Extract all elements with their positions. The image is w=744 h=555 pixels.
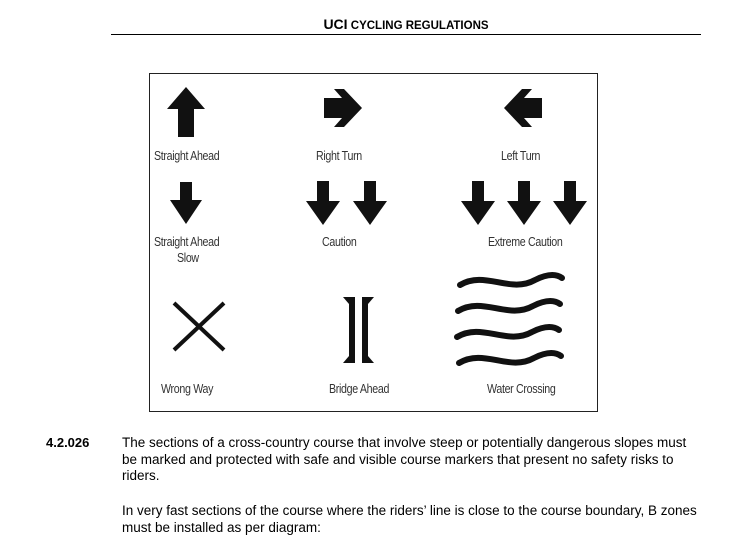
sign-label-wrong-way: Wrong Way	[161, 381, 214, 396]
header-rule	[111, 34, 701, 35]
page-header	[111, 16, 701, 34]
arrow-down-icon	[170, 182, 202, 224]
sign-label-left-turn: Left Turn	[501, 148, 541, 163]
triple-arrow-down-icon	[461, 181, 587, 225]
sign-label-caution: Caution	[322, 234, 357, 249]
sign-label-extreme-caution: Extreme Caution	[488, 234, 563, 249]
sign-label-straight-ahead-slow-line1: Straight Ahead	[154, 234, 220, 249]
double-arrow-down-icon	[306, 181, 387, 225]
sign-label-straight-ahead: Straight Ahead	[154, 148, 220, 163]
header-title-prefix: UCI	[323, 16, 348, 32]
waves-icon	[457, 275, 562, 363]
arrow-up-icon	[167, 87, 205, 137]
sign-label-right-turn: Right Turn	[316, 148, 362, 163]
sign-label-bridge-ahead: Bridge Ahead	[329, 381, 390, 396]
arrow-right-icon	[324, 89, 362, 127]
arrow-left-icon	[504, 89, 542, 127]
course-signs-figure	[149, 73, 598, 412]
bridge-icon	[343, 297, 374, 363]
header-title-rest: CYCLING REGULATIONS	[347, 20, 489, 32]
section-paragraph-1: The sections of a cross-country course that involve steep or potentially dangerous slopes must be marked and protected with safe and visible course markers that present no safety risks to riders.	[122, 435, 687, 483]
section-number: 4.2.026	[46, 435, 90, 450]
sign-label-water-crossing: Water Crossing	[487, 381, 556, 396]
x-cross-icon	[174, 303, 224, 350]
section-paragraph-2: In very fast sections of the course where the riders’ line is close to the course boundary, B zones must be installed as per diagram:	[122, 503, 697, 535]
sign-label-straight-ahead-slow-line2: Slow	[177, 250, 199, 265]
